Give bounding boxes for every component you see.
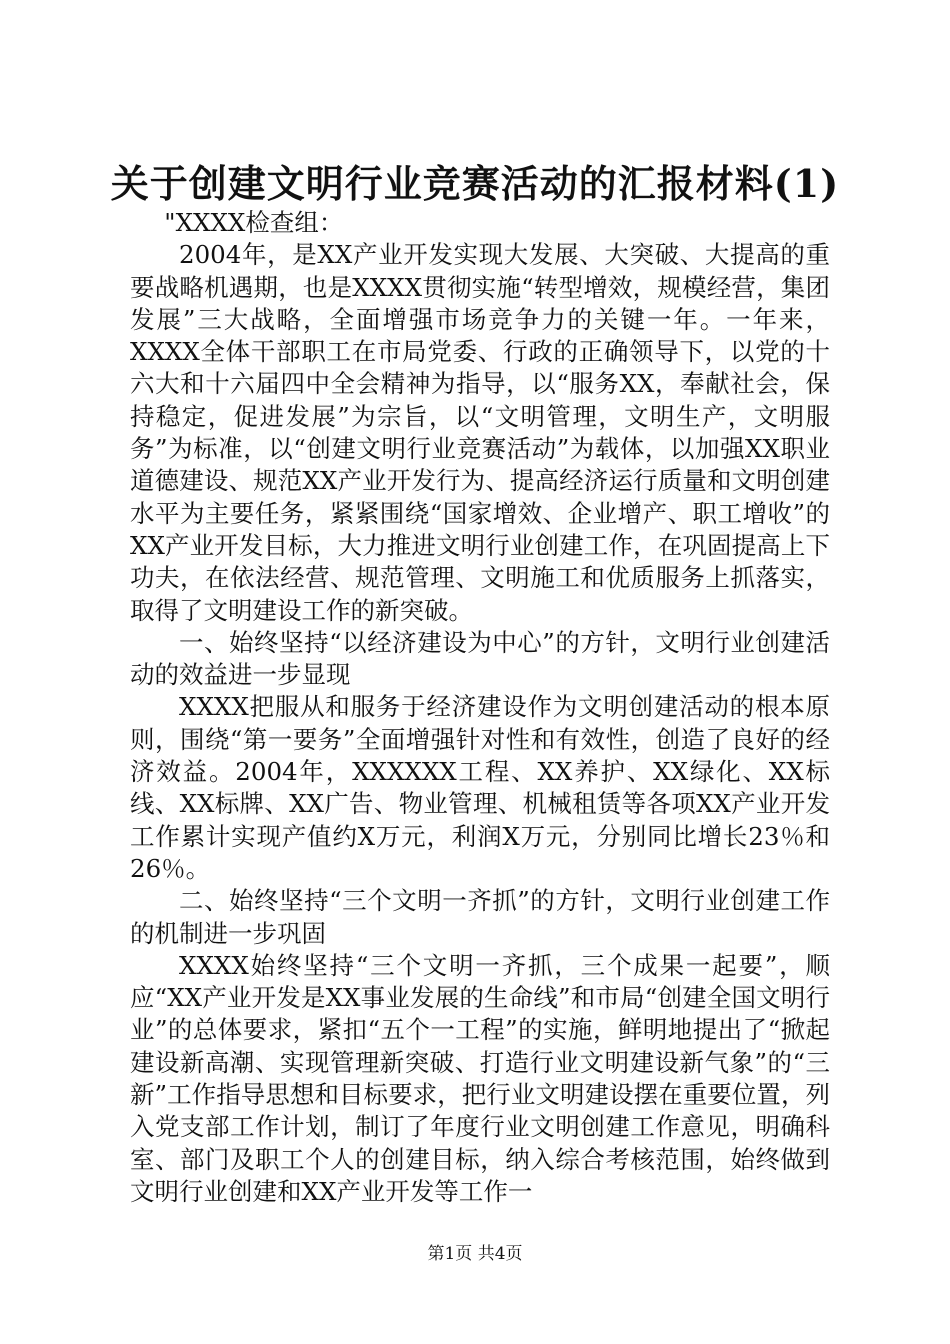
paragraph-intro: 2004年，是XX产业开发实现大发展、大突破、大提高的重要战略机遇期，也是XXXX贯彻实施“转型增效，规模经营，集团发展”三大战略，全面增强市场竞争力的关键一年。一年来，XXXX全体干部职工在市局党委、行政的正确领导下，以党的十六大和十六届四中全会精神为指导，以“服务XX，奉献社会，保持稳定，促进发展”为宗旨，以“文明管理，文明生产，文明服务”为标准，以“创建文明行业竞赛活动”为载体，以加强XX职业道德建设、规范XX产业开发行为、提高经济运行质量和文明创建水平为主要任务，紧紧围绕“国家增效、企业增产、职工增收”的XX产业开发目标，大力推进文明行业创建工作，在巩固提高上下功夫，在依法经营、规范管理、文明施工和优质服务上抓落实，取得了文明建设工作的新突破。 xyxy=(130,240,830,625)
document-body xyxy=(130,207,830,1208)
page-number-footer: 第1页 共4页 xyxy=(427,1244,523,1264)
paragraph-section-1: XXXX把服从和服务于经济建设作为文明创建活动的根本原则，围绕“第一要务”全面增强针对性和有效性，创造了良好的经济效益。2004年，XXXXXX工程、XX养护、XX绿化、XX标线、XX标牌、XX广告、物业管理、机械租赁等各项XX产业开发工作累计实现产值约X万元，利润X万元，分别同比增长23％和26％。 xyxy=(130,692,830,883)
section-heading-2: 二、始终坚持“三个文明一齐抓”的方针，文明行业创建工作的机制进一步巩固 xyxy=(130,886,830,948)
document-title: 关于创建文明行业竞赛活动的汇报材料(1) xyxy=(110,161,840,206)
section-heading-1: 一、始终坚持“以经济建设为中心”的方针，文明行业创建活动的效益进一步显现 xyxy=(130,627,830,690)
salutation: "XXXX检查组： xyxy=(164,208,344,237)
paragraph-section-2: XXXX始终坚持“三个文明一齐抓，三个成果一起要”，顺应“XX产业开发是XX事业发展的生命线”和市局“创建全国文明行业”的总体要求，紧扣“五个一工程”的实施，鲜明地提出了“掀起建设新高潮、实现管理新突破、打造行业文明建设新气象”的“三新”工作指导思想和目标要求，把行业文明建设摆在重要位置，列入党支部工作计划，制订了年度行业文明创建工作意见，明确科室、部门及职工个人的创建目标，纳入综合考核范围，始终做到文明行业创建和XX产业开发等工作一 xyxy=(130,950,830,1206)
